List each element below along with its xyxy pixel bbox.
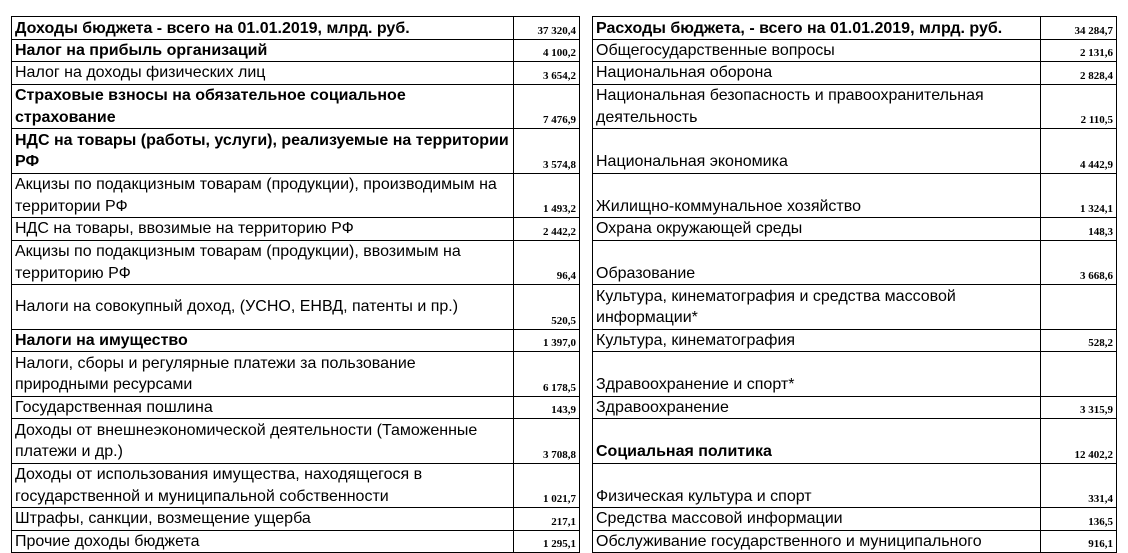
revenue-header-row [12, 17, 580, 40]
table-row [12, 329, 580, 352]
table-row [593, 508, 1117, 531]
table-row [12, 129, 580, 174]
row-value: 528,2 [1041, 329, 1117, 352]
row-value: 3 708,8 [514, 419, 580, 464]
row-value: 520,5 [514, 285, 580, 330]
row-label: Жилищно-коммунальное хозяйство [593, 173, 1041, 218]
table-row [593, 240, 1117, 285]
table-row [12, 463, 580, 508]
table-row [593, 352, 1117, 397]
table-row [12, 285, 580, 330]
table-row [12, 419, 580, 464]
row-label: Средства массовой информации [593, 508, 1041, 531]
row-label: Национальная безопасность и правоохранительная деятельность [593, 84, 1041, 129]
row-label: Штрафы, санкции, возмещение ущерба [12, 508, 514, 531]
revenue-total-label: Доходы бюджета - всего на 01.01.2019, млрд. руб. [12, 17, 514, 40]
row-label: Национальная оборона [593, 62, 1041, 85]
table-row [593, 285, 1117, 330]
row-value: 148,3 [1041, 218, 1117, 241]
row-label: Общегосударственные вопросы [593, 39, 1041, 62]
expenditure-total-value: 34 284,7 [1041, 17, 1117, 40]
row-label: Страховые взносы на обязательное социальное страхование [12, 84, 514, 129]
table-row [12, 352, 580, 397]
table-row [12, 218, 580, 241]
row-label: Образование [593, 240, 1041, 285]
table-row [12, 240, 580, 285]
row-value: 2 110,5 [1041, 84, 1117, 129]
row-value: 96,4 [514, 240, 580, 285]
row-label: Государственная пошлина [12, 396, 514, 419]
row-label: Прочие доходы бюджета [12, 530, 514, 553]
table-row [593, 39, 1117, 62]
table-row [593, 218, 1117, 241]
row-value: 2 442,2 [514, 218, 580, 241]
row-label: НДС на товары, ввозимые на территорию РФ [12, 218, 514, 241]
row-label: Здравоохранение и спорт* [593, 352, 1041, 397]
row-value: 3 315,9 [1041, 396, 1117, 419]
table-row [12, 530, 580, 553]
row-label: Налог на прибыль организаций [12, 39, 514, 62]
row-value: 1 397,0 [514, 329, 580, 352]
row-value: 3 668,6 [1041, 240, 1117, 285]
row-label: Социальная политика [593, 419, 1041, 464]
table-row [12, 173, 580, 218]
revenue-table [11, 16, 580, 553]
table-row [12, 508, 580, 531]
row-label: Физическая культура и спорт [593, 463, 1041, 508]
row-value: 331,4 [1041, 463, 1117, 508]
row-label: Здравоохранение [593, 396, 1041, 419]
row-value: 1 021,7 [514, 463, 580, 508]
row-value: 4 442,9 [1041, 129, 1117, 174]
table-row [593, 419, 1117, 464]
row-label: Национальная экономика [593, 129, 1041, 174]
expenditure-total-label: Расходы бюджета, - всего на 01.01.2019, млрд. руб. [593, 17, 1041, 40]
table-row [593, 129, 1117, 174]
row-label: Культура, кинематография и средства массовой информации* [593, 285, 1041, 330]
revenue-total-value: 37 320,4 [514, 17, 580, 40]
row-value [1041, 285, 1117, 330]
row-label: Доходы от использования имущества, находящегося в государственной и муниципальной собственности [12, 463, 514, 508]
row-value: 3 574,8 [514, 129, 580, 174]
row-value: 1 493,2 [514, 173, 580, 218]
row-label: НДС на товары (работы, услуги), реализуемые на территории РФ [12, 129, 514, 174]
row-label: Налог на доходы физических лиц [12, 62, 514, 85]
row-label: Охрана окружающей среды [593, 218, 1041, 241]
table-row [593, 84, 1117, 129]
row-label: Акцизы по подакцизным товарам (продукции), ввозимым на территорию РФ [12, 240, 514, 285]
row-label: Культура, кинематография [593, 329, 1041, 352]
row-label: Акцизы по подакцизным товарам (продукции), производимым на территории РФ [12, 173, 514, 218]
table-row [12, 396, 580, 419]
row-value: 1 295,1 [514, 530, 580, 553]
row-value: 2 131,6 [1041, 39, 1117, 62]
table-row [593, 396, 1117, 419]
row-value: 7 476,9 [514, 84, 580, 129]
row-value: 136,5 [1041, 508, 1117, 531]
table-row [593, 173, 1117, 218]
table-row [12, 39, 580, 62]
row-label: Налоги на совокупный доход, (УСНО, ЕНВД, патенты и пр.) [12, 285, 514, 330]
table-row [593, 329, 1117, 352]
row-value: 12 402,2 [1041, 419, 1117, 464]
table-row [593, 530, 1117, 553]
row-label: Налоги на имущество [12, 329, 514, 352]
table-row [12, 62, 580, 85]
row-value: 3 654,2 [514, 62, 580, 85]
row-value [1041, 352, 1117, 397]
row-value: 4 100,2 [514, 39, 580, 62]
table-row [593, 463, 1117, 508]
row-label: Обслуживание государственного и муниципального [593, 530, 1041, 553]
row-label: Доходы от внешнеэкономической деятельности (Таможенные платежи и др.) [12, 419, 514, 464]
table-row [593, 62, 1117, 85]
row-value: 143,9 [514, 396, 580, 419]
row-value: 1 324,1 [1041, 173, 1117, 218]
row-value: 916,1 [1041, 530, 1117, 553]
row-value: 217,1 [514, 508, 580, 531]
expenditure-table [592, 16, 1117, 553]
row-label: Налоги, сборы и регулярные платежи за пользование природными ресурсами [12, 352, 514, 397]
expenditure-header-row [593, 17, 1117, 40]
table-row [12, 84, 580, 129]
row-value: 6 178,5 [514, 352, 580, 397]
row-value: 2 828,4 [1041, 62, 1117, 85]
